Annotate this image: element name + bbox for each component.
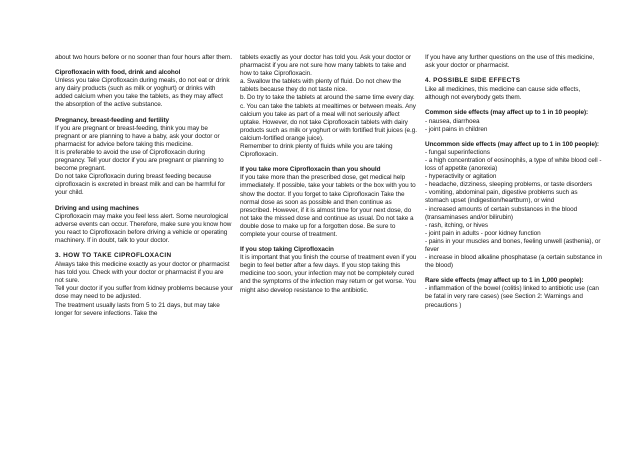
overdose-paragraph: If you take more than the prescribed dose, get medical help immediately. If possible, take your tablets or the box with you to show the doctor. If you forget to take Ciprofloxacin Take the normal dose as soon as possible and then continue as prescribed. However, if it is almost time for your next dose, do not take the missed dose and continue as usual. Do not take a double dose to make up for a forgotten dose. Be sure to complete your course of treatment. — [240, 174, 416, 238]
list-item: - rash, itching, or hives — [425, 221, 489, 229]
further-questions-paragraph: If you have any further questions on the use of this medicine, ask your doctor or pharmacist. — [425, 54, 595, 70]
how-to-take-paragraph-2: Tell your doctor if you suffer from kidney problems because your dose may need to be adjusted. — [55, 285, 233, 301]
section-3-heading: 3. HOW TO TAKE CIPROFLOXACIN — [55, 251, 172, 259]
list-item: - vomiting, abdominal pain, digestive problems such as stomach upset (indigestion/heartburn), or wind — [425, 189, 578, 205]
told-paragraph: tablets exactly as your doctor has told you. Ask your doctor or pharmacist if you are not sure how many tablets to take and how to take Ciprofloxacin. — [240, 54, 411, 78]
step-b: b. Do try to take the tablets at around the same time every day. — [240, 94, 415, 102]
step-c: c. You can take the tablets at mealtimes or between meals. Any calcium you take as part of a meal will not seriously affect uptake. However, do not take Ciprofloxacin tablets with dairy products such as milk or yoghurt or with fortified fruit juices (e.g. calcium-fortified orange juice). — [240, 102, 417, 142]
rare-side-effects-heading: Rare side effects (may affect up to 1 in 1,000 people): — [425, 277, 584, 285]
driving-paragraph: Ciprofloxacin may make you feel less alert. Some neurological adverse events can occur. Therefore, make sure you know how you react to Ciprofloxacin before driving a vehicle or operating machinery. If in doubt, talk to your doctor. — [55, 212, 232, 244]
pregnancy-paragraph-1: If you are pregnant or breast-feeding, think you may be pregnant or are planning to have a baby, ask your doctor or pharmacist for advice before taking this medicine. — [55, 124, 220, 148]
column-2 — [240, 54, 418, 302]
list-item: - a high concentration of eosinophils, a type of white blood cell - loss of appetite (anorexia) — [425, 156, 602, 173]
food-drink-heading: Ciprofloxacin with food, drink and alcohol — [55, 69, 181, 77]
uncommon-side-effects-list — [425, 149, 603, 270]
column-3 — [425, 54, 603, 317]
list-item: - inflammation of the bowel (colitis) linked to antibiotic use (can be fatal in very rare cases) (see Section 2: Warnings and precautions ) — [425, 285, 599, 309]
food-drink-paragraph: Unless you take Ciprofloxacin during meals, do not eat or drink any dairy products (such as milk or yoghurt) or drinks with added calcium when you take the tablets, as they may affect the absorption of the active substance. — [55, 77, 230, 109]
list-item: - joint pain in adults - poor kidney function — [425, 229, 541, 237]
intro-paragraph: about two hours before or no sooner than four hours after them. — [55, 54, 232, 61]
list-item: - nausea, diarrhoea — [425, 117, 480, 125]
section-4-heading: 4. POSSIBLE SIDE EFFECTS — [425, 77, 521, 85]
step-a: a. Swallow the tablets with plenty of fluid. Do not chew the tablets because they do not taste nice. — [240, 78, 402, 94]
pregnancy-paragraph-2: It is preferable to avoid the use of Ciprofloxacin during pregnancy. Tell your doctor if you are pregnant or planning to become pregnant. — [55, 148, 224, 173]
driving-heading: Driving and using machines — [55, 204, 139, 212]
side-effects-intro: Like all medicines, this medicine can cause side effects, although not everybody gets them. — [425, 86, 581, 102]
remember-paragraph: Remember to drink plenty of fluids while you are taking Ciprofloxacin. — [240, 143, 393, 159]
list-item: - fungal superinfections — [425, 148, 490, 156]
list-item: - pains in your muscles and bones, feeling unwell (asthenia), or fever — [425, 237, 601, 253]
list-item: - joint pains in children — [425, 125, 488, 133]
stop-taking-paragraph: It is important that you finish the course of treatment even if you begin to feel better after a few days. If you stop taking this medicine too soon, your infection may not be completely cured and the symptoms of the infection may return or get worse. You might also develop resistance to the antibiotic. — [240, 254, 417, 294]
list-item: - hyperactivity or agitation — [425, 173, 497, 181]
rare-side-effects-list — [425, 285, 603, 309]
list-item: - headache, dizziness, sleeping problems, or taste disorders — [425, 181, 593, 189]
uncommon-side-effects-heading: Uncommon side effects (may affect up to 1 in 100 people): — [425, 140, 599, 148]
list-item: - increased amounts of certain substances in the blood (transaminases and/or bilirubin) — [425, 205, 578, 221]
pregnancy-heading: Pregnancy, breast-feeding and fertility — [55, 116, 170, 124]
how-to-take-paragraph-3: The treatment usually lasts from 5 to 21 days, but may take longer for severe infections. Take the — [55, 301, 220, 317]
overdose-heading: If you take more Ciprofloxacin than you should — [240, 166, 381, 174]
stop-taking-heading: If you stop taking Ciprofloxacin — [240, 246, 334, 254]
column-1 — [55, 54, 233, 325]
pregnancy-paragraph-3: Do not take Ciprofloxacin during breast feeding because ciprofloxacin is excreted in breast milk and can be harmful for your child. — [55, 173, 226, 197]
how-to-take-paragraph-1: Always take this medicine exactly as your doctor or pharmacist has told you. Check with your doctor or pharmacist if you are not sure. — [55, 261, 230, 285]
common-side-effects-heading: Common side effects (may affect up to 1 in 10 people): — [425, 109, 589, 117]
list-item: - increase in blood alkaline phosphatase (a certain substance in the blood) — [425, 254, 602, 270]
common-side-effects-list — [425, 118, 603, 134]
